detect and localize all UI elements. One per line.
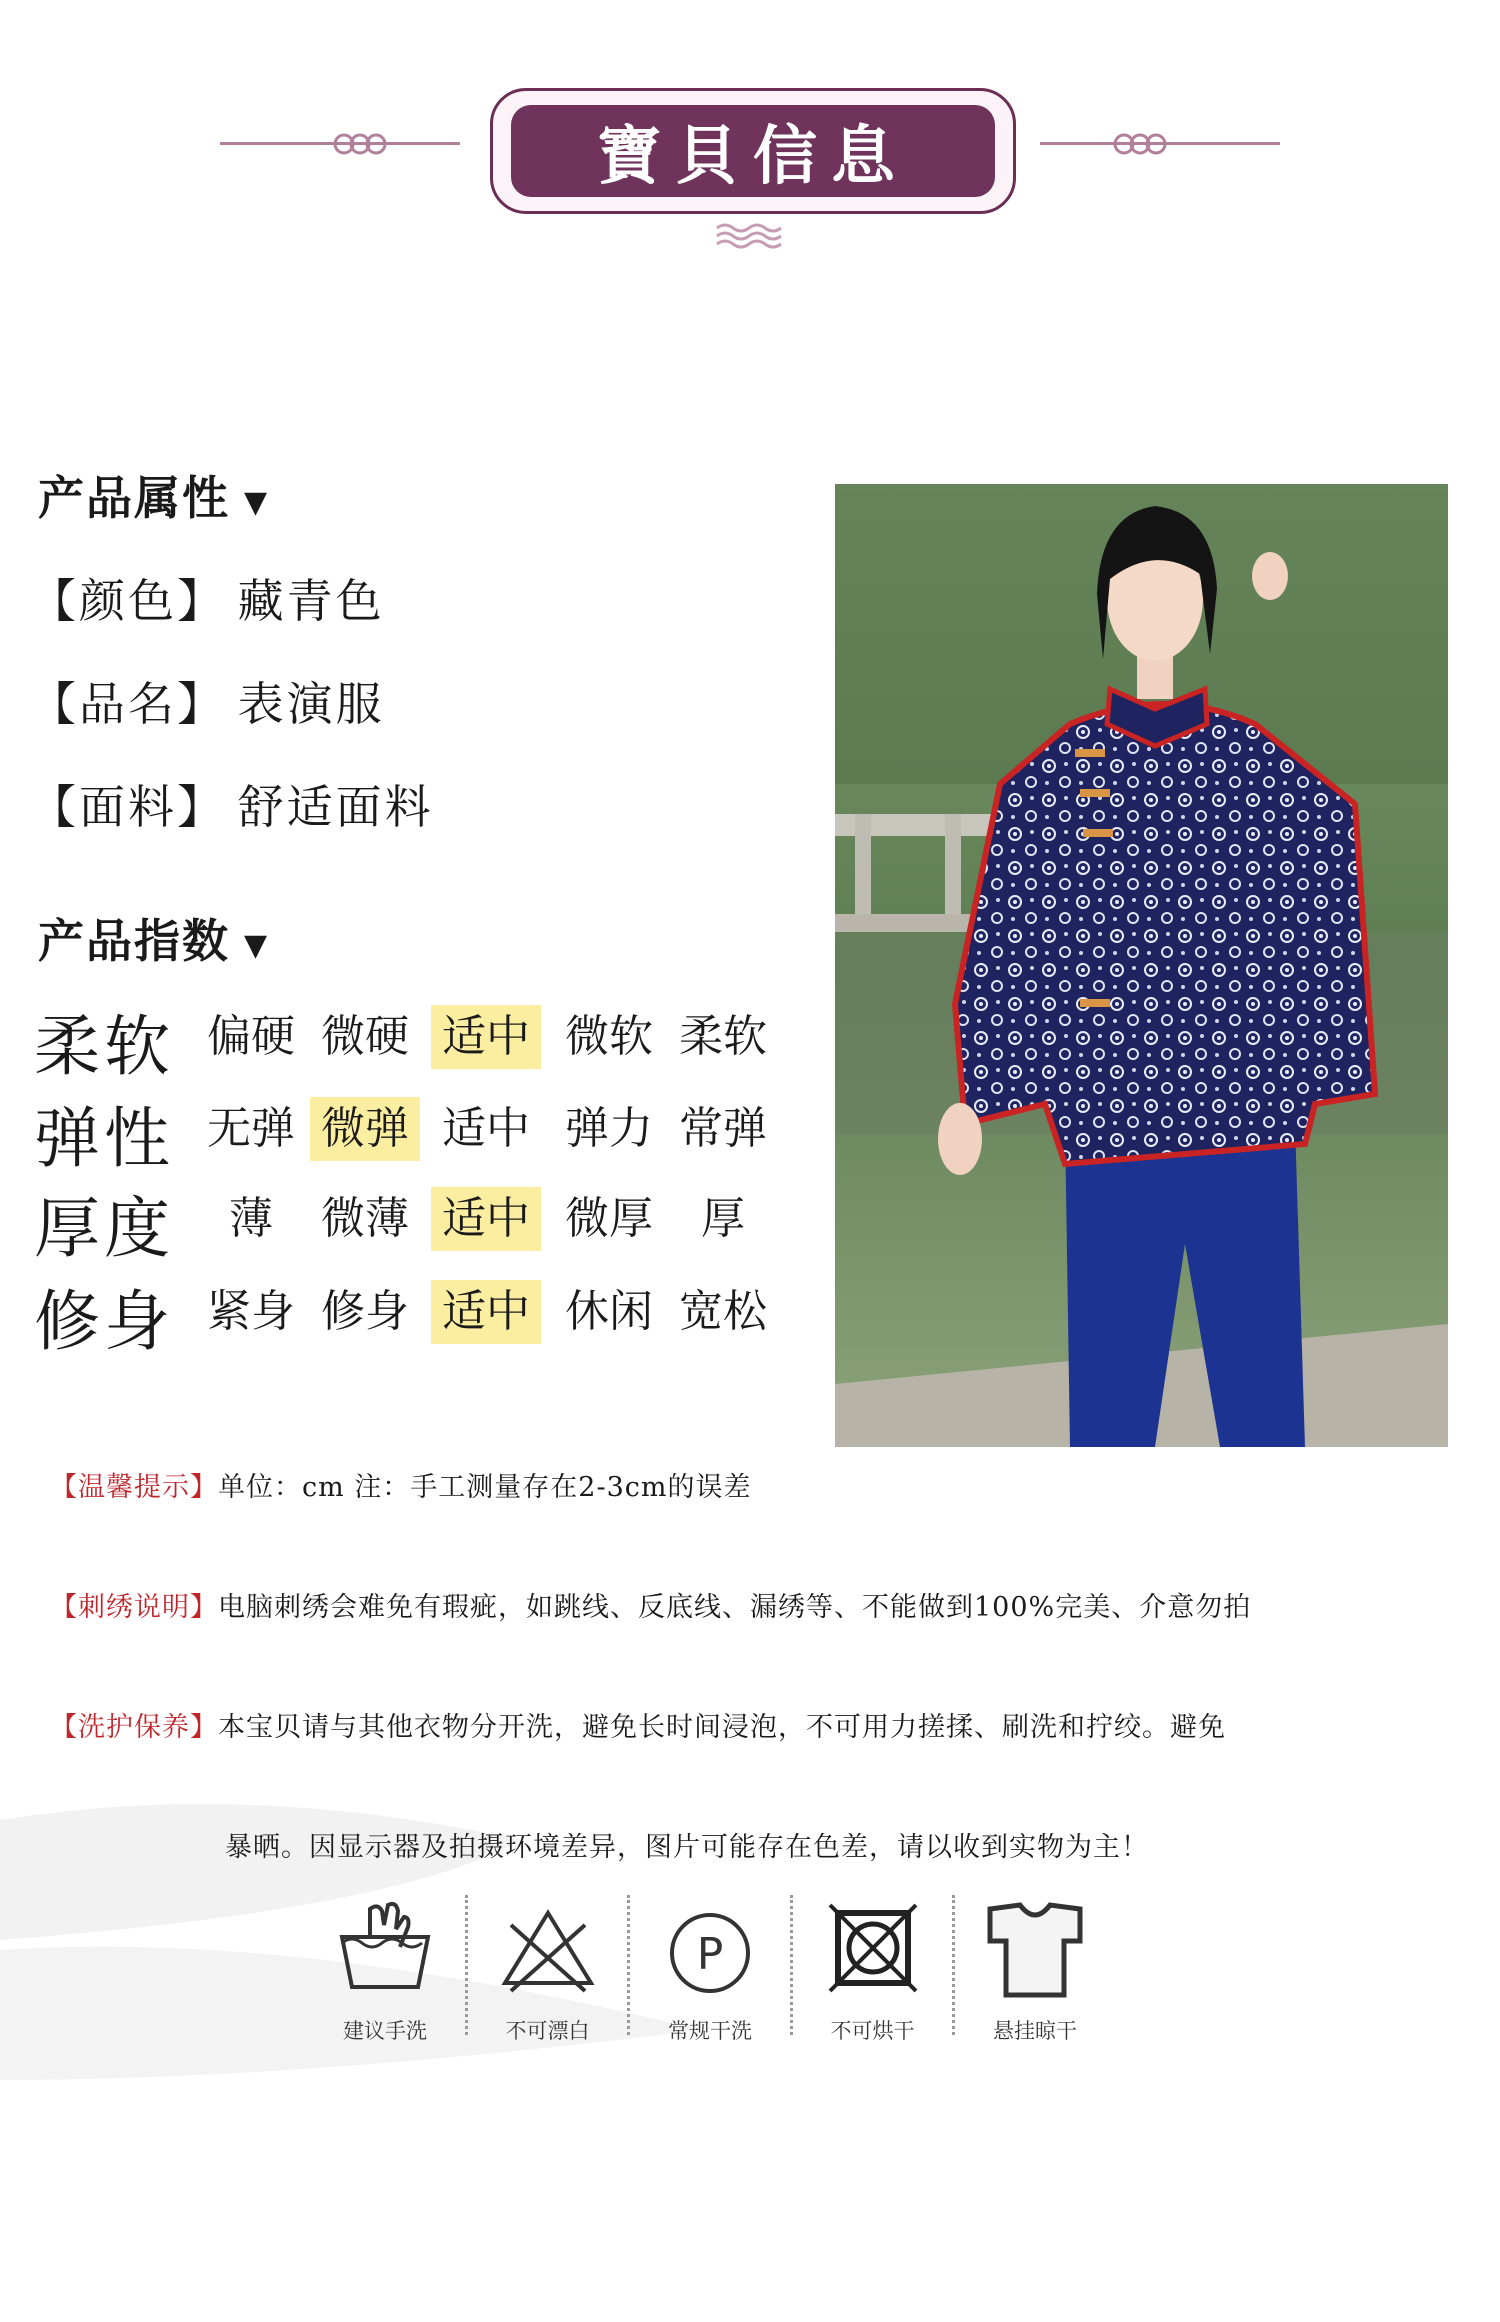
index-option-selected: 适中	[431, 1187, 541, 1251]
no-bleach-icon	[493, 1895, 603, 2005]
care-label: 不可烘干	[830, 2019, 915, 2043]
attribute-row-fabric	[30, 771, 434, 837]
index-option: 休闲	[565, 1286, 653, 1337]
index-option: 紧身	[207, 1286, 295, 1337]
attribute-value: 舒适面料	[237, 780, 434, 834]
care-label: 悬挂晾干	[993, 2019, 1077, 2043]
index-option: 厚	[701, 1193, 745, 1244]
attributes-heading	[38, 462, 269, 528]
attribute-key: 【面料】	[30, 780, 226, 834]
triangle-down-icon: ▼	[244, 484, 270, 520]
note-text: 单位：cm 注：手工测量存在2-3cm的误差	[218, 1472, 752, 1503]
care-separator	[465, 1895, 468, 2035]
care-item-no-tumble-dry	[808, 1895, 938, 2045]
care-separator	[627, 1895, 630, 2035]
note-embroidery	[50, 1585, 1251, 1624]
no-tumble-dry-icon	[818, 1895, 928, 2005]
attribute-row-color	[30, 565, 385, 631]
care-item-dry-clean	[645, 1895, 775, 2045]
index-option: 适中	[442, 1103, 530, 1154]
index-row-label: 修身	[34, 1283, 174, 1360]
note-tag: 【洗护保养】	[50, 1712, 218, 1743]
note-text: 电脑刺绣会难免有瑕疵，如跳线、反底线、漏绣等、不能做到100%完美、介意勿拍	[218, 1592, 1252, 1623]
care-item-hand-wash	[320, 1895, 450, 2045]
note-tag: 【刺绣说明】	[50, 1592, 218, 1623]
index-option: 宽松	[679, 1286, 767, 1337]
index-option: 微薄	[321, 1193, 409, 1244]
index-option-selected: 微弹	[310, 1097, 420, 1161]
care-separator	[952, 1895, 955, 2035]
care-label: 不可漂白	[505, 2019, 590, 2043]
svg-text:P: P	[696, 1929, 724, 1980]
care-label: 常规干洗	[668, 2019, 752, 2043]
index-option: 微软	[565, 1011, 653, 1062]
attribute-key: 【品名】	[30, 677, 226, 731]
index-option: 无弹	[207, 1103, 295, 1154]
care-label: 建议手洗	[343, 2019, 427, 2043]
index-row-label: 厚度	[34, 1190, 174, 1267]
wave-ornament-icon	[715, 220, 785, 250]
banner-line-right	[1040, 142, 1280, 145]
note-text: 本宝贝请与其他衣物分开洗，避免长时间浸泡，不可用力搓揉、刷洗和拧绞。避免	[218, 1712, 1226, 1743]
index-row-label: 柔软	[34, 1008, 174, 1085]
indices-title: 产品指数	[38, 914, 230, 968]
note-care	[50, 1705, 1226, 1744]
index-row-label: 弹性	[34, 1100, 174, 1177]
attribute-value: 表演服	[237, 677, 385, 731]
index-option: 柔软	[679, 1011, 767, 1062]
attributes-title: 产品属性	[38, 471, 230, 525]
index-option: 常弹	[679, 1103, 767, 1154]
index-option-selected: 适中	[431, 1005, 541, 1069]
hand-wash-icon	[330, 1895, 440, 2005]
attribute-row-name	[30, 668, 385, 734]
index-option-selected: 适中	[431, 1280, 541, 1344]
care-icons-row	[320, 1895, 1100, 2045]
indices-heading	[38, 905, 269, 971]
care-continuation-text: 暴晒。因显示器及拍摄环境差异，图片可能存在色差，请以收到实物为主！	[225, 1832, 1149, 1863]
index-option: 薄	[229, 1193, 273, 1244]
banner-plaque	[490, 88, 1016, 214]
dry-clean-icon	[655, 1895, 765, 2005]
header-banner	[220, 80, 1280, 260]
index-option: 弹力	[565, 1103, 653, 1154]
note-tip	[50, 1465, 752, 1504]
care-continuation	[225, 1825, 1149, 1864]
care-separator	[790, 1895, 793, 2035]
attribute-key: 【颜色】	[30, 574, 226, 628]
knot-ornament-left-icon	[330, 130, 390, 158]
index-option: 微硬	[321, 1011, 409, 1062]
product-photo	[835, 484, 1448, 1447]
attribute-value: 藏青色	[237, 574, 385, 628]
index-option: 微厚	[565, 1193, 653, 1244]
index-option: 修身	[321, 1286, 409, 1337]
hang-dry-icon	[980, 1895, 1090, 2005]
index-option: 偏硬	[207, 1011, 295, 1062]
care-item-no-bleach	[483, 1895, 613, 2045]
note-tag: 【温馨提示】	[50, 1472, 218, 1503]
banner-title: 寶貝信息	[597, 119, 909, 194]
care-item-hang-dry	[970, 1895, 1100, 2045]
triangle-down-icon: ▼	[244, 927, 270, 963]
